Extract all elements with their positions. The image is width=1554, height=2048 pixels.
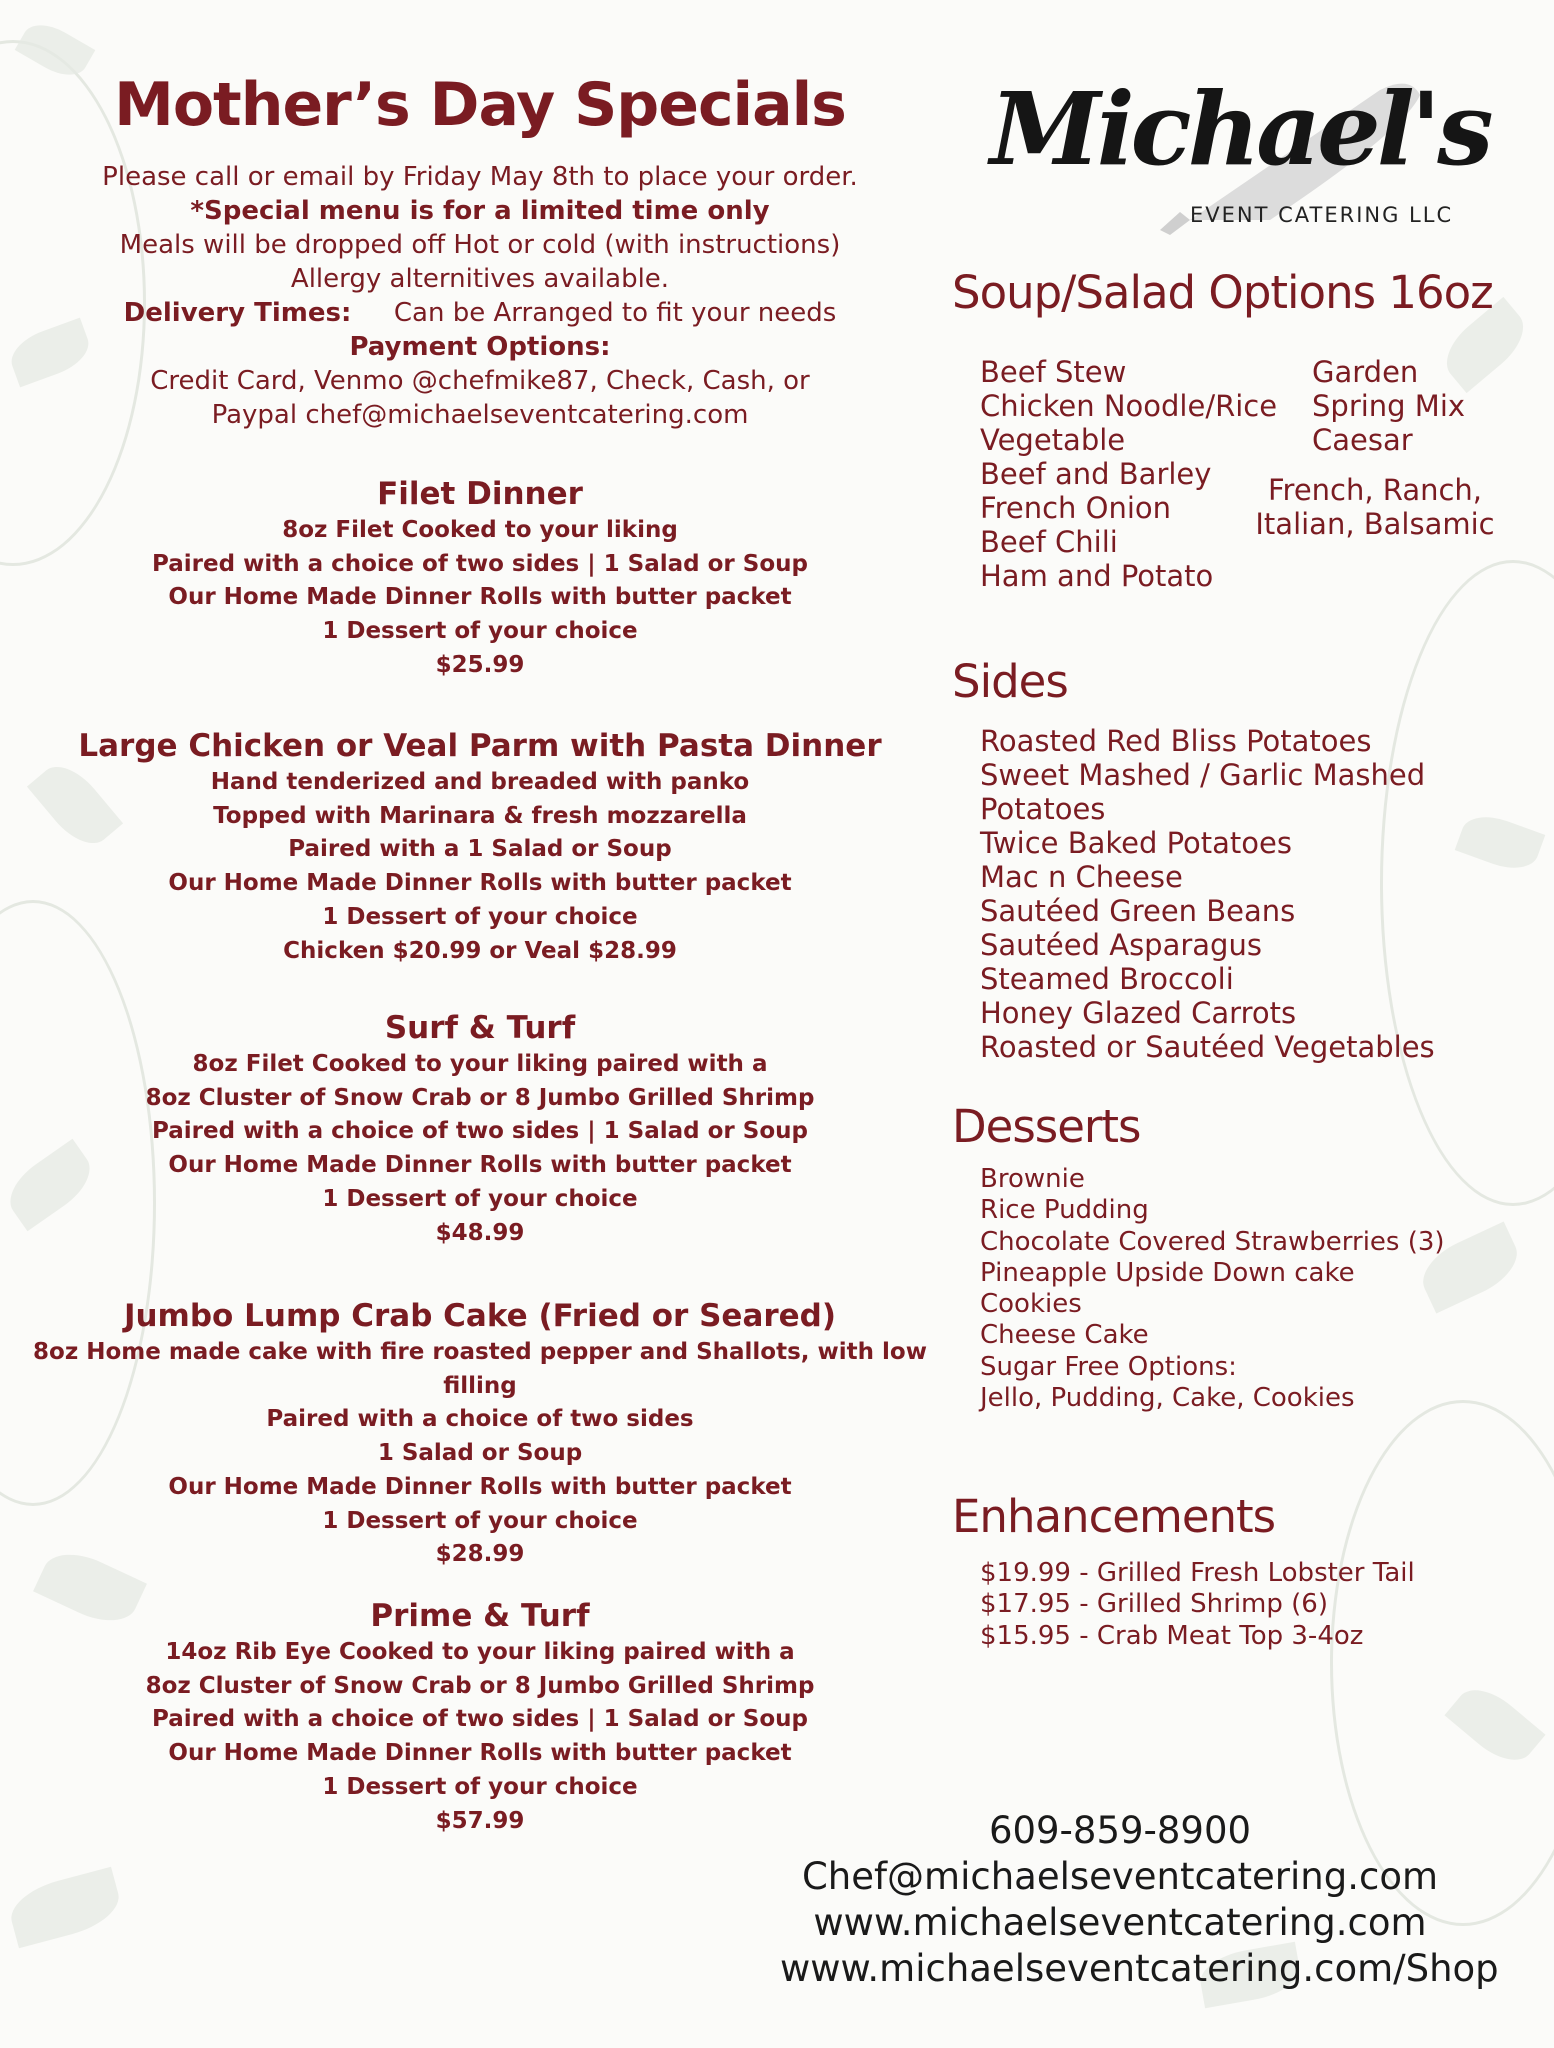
- dessert-item: Cheese Cake: [980, 1320, 1149, 1351]
- dressing-line: Italian, Balsamic: [1255, 507, 1495, 541]
- dressing-list: [1255, 473, 1495, 541]
- intro-block: [0, 160, 960, 432]
- menu-item-line: 1 Dessert of your choice: [322, 903, 638, 930]
- dessert-item: Jello, Pudding, Cake, Cookies: [980, 1383, 1355, 1414]
- menu-item-line: 8oz Filet Cooked to your liking paired with a: [192, 1051, 768, 1077]
- menu-item-surf-turf: [0, 1008, 960, 1250]
- menu-item-line: 14oz Rib Eye Cooked to your liking paired with a: [165, 1639, 795, 1665]
- sides-list: [980, 724, 1554, 1064]
- soup-salad-heading: Soup/Salad Options 16oz: [952, 266, 1493, 319]
- dessert-item: Rice Pudding: [980, 1195, 1149, 1226]
- enhancements-list: [980, 1558, 1415, 1652]
- menu-item-line: Our Home Made Dinner Rolls with butter packet: [168, 1740, 792, 1767]
- page-title: Mother’s Day Specials: [114, 70, 846, 140]
- contact-phone: 609-859-8900: [988, 1809, 1252, 1852]
- payment-line: Paypal chef@michaelseventcatering.com: [211, 400, 749, 430]
- contact-shop-link: www.michaelseventcatering.com/Shop: [780, 1947, 1499, 1990]
- side-item: Steamed Broccoli: [980, 962, 1234, 996]
- menu-item-line: 1 Dessert of your choice: [322, 618, 638, 645]
- delivery-times: [0, 296, 960, 330]
- menu-item-line: 8oz Cluster of Snow Crab or 8 Jumbo Grilled Shrimp: [145, 1672, 815, 1699]
- menu-item-prime-turf: [0, 1596, 960, 1838]
- logo-name: Michael's: [990, 70, 1490, 188]
- menu-item-name: Jumbo Lump Crab Cake (Fried or Seared): [123, 1298, 837, 1334]
- menu-item-name: Filet Dinner: [377, 476, 583, 512]
- side-item: Sautéed Asparagus: [980, 928, 1262, 962]
- side-item: Sweet Mashed / Garlic Mashed Potatoes: [980, 758, 1426, 826]
- menu-item-name: Large Chicken or Veal Parm with Pasta Dinner: [78, 728, 882, 764]
- payment-line: Credit Card, Venmo @chefmike87, Check, Cash, or: [150, 366, 810, 396]
- menu-item-price: $28.99: [435, 1541, 525, 1568]
- delivery-value: Can be Arranged to fit your needs: [393, 298, 837, 328]
- menu-item-line: Our Home Made Dinner Rolls with butter packet: [168, 584, 792, 611]
- dessert-item: Sugar Free Options:: [980, 1351, 1237, 1382]
- menu-item-name: Prime & Turf: [370, 1598, 590, 1634]
- side-item: Sautéed Green Beans: [980, 894, 1296, 928]
- intro-line: Allergy alternitives available.: [290, 264, 670, 294]
- enhancement-item: $17.95 - Grilled Shrimp (6): [980, 1589, 1328, 1620]
- intro-line: Meals will be dropped off Hot or cold (with instructions): [119, 230, 841, 260]
- contact-email: Chef@michaelseventcatering.com: [801, 1855, 1439, 1898]
- logo-subtitle: EVENT CATERING LLC: [1190, 203, 1454, 227]
- menu-item-line: 8oz Filet Cooked to your liking: [282, 517, 678, 543]
- menu-item-line: Our Home Made Dinner Rolls with butter packet: [168, 1152, 792, 1179]
- menu-item-line: Paired with a choice of two sides: [266, 1406, 694, 1433]
- menu-item-price: $48.99: [435, 1219, 525, 1246]
- intro-line: Please call or email by Friday May 8th to place your order.: [102, 162, 858, 192]
- soup-item: Chicken Noodle/Rice: [980, 389, 1278, 423]
- delivery-label: Delivery Times:: [123, 298, 352, 328]
- contact-block: [780, 1808, 1499, 1992]
- desserts-list: [980, 1164, 1445, 1414]
- enhancement-item: $15.95 - Crab Meat Top 3-4oz: [980, 1620, 1364, 1651]
- menu-item-line: Paired with a choice of two sides | 1 Salad or Soup: [152, 1706, 808, 1733]
- soup-item: Beef and Barley: [980, 457, 1212, 491]
- menu-item-line: Paired with a choice of two sides | 1 Salad or Soup: [152, 1118, 808, 1145]
- menu-item-crab-cake: [0, 1296, 960, 1572]
- payment-label: Payment Options:: [349, 332, 611, 362]
- soup-list: [980, 355, 1277, 593]
- logo: [980, 70, 1490, 240]
- menu-item-line: Our Home Made Dinner Rolls with butter packet: [168, 1473, 792, 1500]
- salad-item: Caesar: [1312, 423, 1413, 457]
- soup-item: Beef Chili: [980, 525, 1118, 559]
- soup-item: Vegetable: [980, 423, 1126, 457]
- dessert-item: Chocolate Covered Strawberries (3): [980, 1226, 1445, 1257]
- soup-item: French Onion: [980, 491, 1172, 525]
- soup-item: Ham and Potato: [980, 559, 1214, 593]
- side-item: Mac n Cheese: [980, 860, 1183, 894]
- side-item: Roasted or Sautéed Vegetables: [980, 1030, 1435, 1064]
- menu-item-line: Hand tenderized and breaded with panko: [210, 769, 750, 795]
- soup-item: Beef Stew: [980, 355, 1127, 389]
- salad-list: [1312, 355, 1465, 457]
- dressing-line: French, Ranch,: [1267, 473, 1483, 507]
- contact-website: www.michaelseventcatering.com: [813, 1901, 1427, 1944]
- menu-item-line: Our Home Made Dinner Rolls with butter packet: [168, 870, 792, 897]
- enhancements-heading: Enhancements: [952, 1490, 1276, 1543]
- menu-item-line: Topped with Marinara & fresh mozzarella: [213, 802, 747, 829]
- menu-item-filet-dinner: [0, 474, 960, 683]
- menu-item-line: Paired with a choice of two sides | 1 Salad or Soup: [152, 550, 808, 577]
- sides-heading: Sides: [952, 655, 1068, 708]
- salad-item: Spring Mix: [1312, 389, 1466, 423]
- salad-item: Garden: [1312, 355, 1419, 389]
- menu-item-price: $25.99: [435, 651, 525, 678]
- leaf-icon: [5, 1867, 125, 1949]
- menu-item-line: 1 Dessert of your choice: [322, 1185, 638, 1212]
- menu-item-line: Paired with a 1 Salad or Soup: [288, 836, 672, 863]
- menu-item-line: 8oz Home made cake with fire roasted pepper and Shallots, with low filling: [33, 1339, 927, 1399]
- menu-item-line: 8oz Cluster of Snow Crab or 8 Jumbo Grilled Shrimp: [145, 1084, 815, 1111]
- dessert-item: Pineapple Upside Down cake: [980, 1257, 1355, 1288]
- enhancement-item: $19.99 - Grilled Fresh Lobster Tail: [980, 1558, 1415, 1588]
- dessert-item: Brownie: [980, 1164, 1085, 1194]
- desserts-heading: Desserts: [952, 1100, 1141, 1153]
- menu-item-name: Surf & Turf: [384, 1010, 576, 1046]
- dessert-item: Cookies: [980, 1289, 1082, 1320]
- menu-item-price: Chicken $20.99 or Veal $28.99: [283, 937, 677, 964]
- intro-line: *Special menu is for a limited time only: [190, 196, 770, 226]
- side-item: Honey Glazed Carrots: [980, 996, 1297, 1030]
- menu-item-price: $57.99: [435, 1807, 525, 1834]
- menu-item-line: 1 Dessert of your choice: [322, 1507, 638, 1534]
- menu-item-line: 1 Dessert of your choice: [322, 1773, 638, 1800]
- side-item: Twice Baked Potatoes: [980, 826, 1292, 860]
- side-item: Roasted Red Bliss Potatoes: [980, 724, 1372, 758]
- menu-item-parm-dinner: [0, 726, 960, 968]
- menu-item-line: 1 Salad or Soup: [377, 1440, 583, 1467]
